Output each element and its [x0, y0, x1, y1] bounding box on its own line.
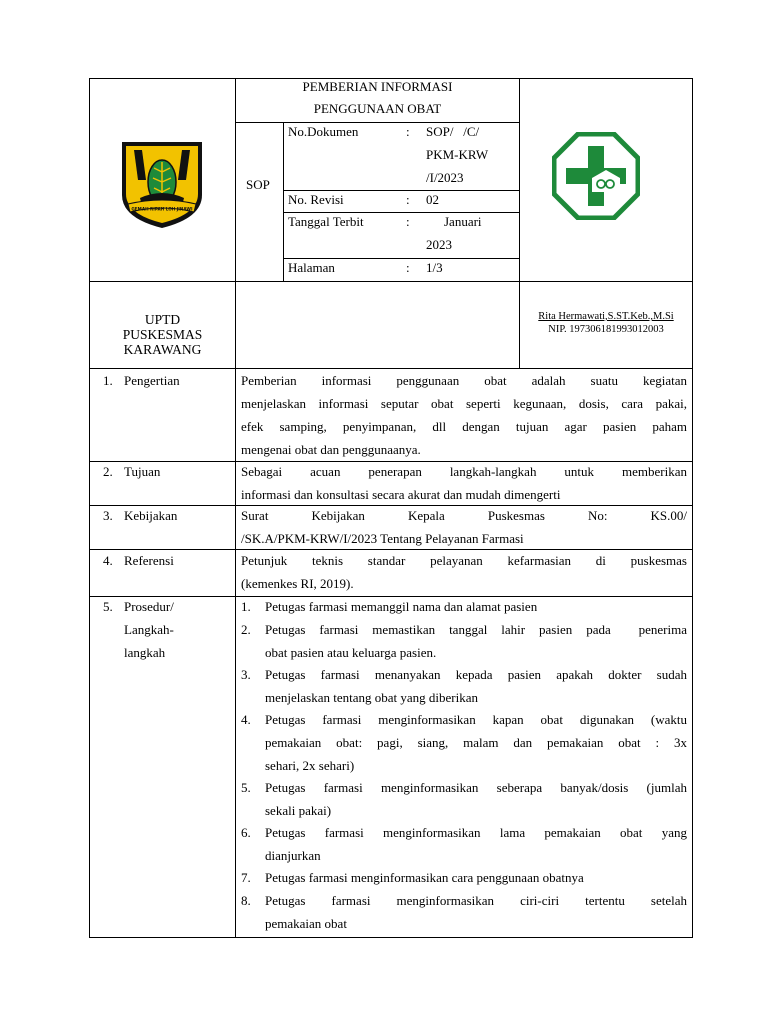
field-value-no-dokumen-3: /I/2023	[426, 170, 464, 185]
step-text: Petugas farmasi menginformasikan lama pemakaian obat yang	[265, 825, 687, 840]
text-line: menjelaskan informasi seputar obat seperti kegunaan, dosis, cara pakai,	[241, 396, 687, 411]
text-line: (kemenkes RI, 2019).	[241, 576, 354, 591]
section-num: 5.	[103, 599, 113, 614]
step-num: 2.	[241, 622, 251, 637]
field-label-halaman: Halaman	[288, 260, 335, 275]
field-value-tanggal-terbit-1: Januari	[444, 214, 482, 229]
text-line: mengenai obat dan penggunaanya.	[241, 442, 421, 457]
step-text: Petugas farmasi menginformasikan cara penggunaan obatnya	[265, 870, 584, 885]
field-value-no-revisi: 02	[426, 192, 439, 207]
section-num: 2.	[103, 464, 113, 479]
field-label-no-revisi: No. Revisi	[288, 192, 344, 207]
field-value-halaman: 1/3	[426, 260, 443, 275]
step-text: Petugas farmasi memanggil nama dan alamat pasien	[265, 599, 538, 614]
step-text: Petugas farmasi menginformasikan seberapa banyak/dosis (jumlah	[265, 780, 687, 795]
text-line: Surat Kebijakan Kepala Puskesmas No: KS.00/	[241, 508, 687, 523]
step-text: Petugas farmasi menginformasikan kapan obat digunakan (waktu	[265, 712, 687, 727]
field-sep: :	[406, 124, 410, 139]
org-name-line3: KARAWANG	[123, 342, 202, 357]
text-line: informasi dan konsultasi secara akurat dan mudah dimengerti	[241, 487, 561, 502]
step-text: menjelaskan tentang obat yang diberikan	[265, 690, 478, 705]
field-value-no-dokumen-1: SOP/ /C/	[426, 124, 480, 139]
puskesmas-logo	[552, 132, 640, 220]
step-text: Petugas farmasi menanyakan kepada pasien apakah dokter sudah	[265, 667, 687, 682]
procedure-label-line1: Prosedur/	[124, 599, 174, 614]
text-line: Pemberian informasi penggunaan obat adalah suatu kegiatan	[241, 373, 687, 388]
section-label-kebijakan: Kebijakan	[124, 508, 178, 523]
signer-name: Rita Hermawati,S.ST.Keb.,M.Si	[538, 311, 674, 322]
karawang-crest-logo	[120, 140, 204, 230]
section-num: 4.	[103, 553, 113, 568]
field-label-tanggal-terbit: Tanggal Terbit	[288, 214, 364, 229]
step-text: Petugas farmasi memastikan tanggal lahir pasien pada penerima	[265, 622, 687, 637]
section-label-pengertian: Pengertian	[124, 373, 180, 388]
step-text: obat pasien atau keluarga pasien.	[265, 645, 437, 660]
org-name	[90, 312, 235, 357]
text-line: efek samping, penyimpanan, dll dengan tujuan agar pasien paham	[241, 419, 687, 434]
procedure-label-line3: langkah	[124, 645, 166, 660]
field-sep: :	[406, 192, 410, 207]
step-num: 7.	[241, 870, 251, 885]
step-num: 6.	[241, 825, 251, 840]
field-value-tanggal-terbit-2: 2023	[426, 237, 452, 252]
section-label-referensi: Referensi	[124, 553, 174, 568]
section-text-kebijakan	[241, 504, 687, 550]
step-num: 3.	[241, 667, 251, 682]
doc-title-line1: PEMBERIAN INFORMASI	[302, 79, 453, 94]
doc-title-line2: PENGGUNAAN OBAT	[313, 101, 442, 116]
step-text: dianjurkan	[265, 848, 321, 863]
field-sep: :	[406, 260, 410, 275]
step-num: 4.	[241, 712, 251, 727]
step-num: 5.	[241, 780, 251, 795]
org-name-line1: UPTD	[144, 312, 181, 327]
step-text: sekali pakai)	[265, 803, 332, 818]
section-text-pengertian	[241, 369, 687, 461]
section-label-tujuan: Tujuan	[124, 464, 161, 479]
step-num: 1.	[241, 599, 251, 614]
signer-block	[520, 310, 692, 336]
field-label-no-dokumen: No.Dokumen	[288, 124, 359, 139]
field-sep: :	[406, 214, 410, 229]
signer-nip: NIP. 197306181993012003	[548, 324, 664, 335]
procedure-label-line2: Langkah-	[124, 622, 174, 637]
step-text: pemakaian obat	[265, 916, 347, 931]
crest-motto: GEMAH RIPAH LOH JINAWI	[131, 206, 193, 212]
text-line: Petunjuk teknis standar pelayanan kefarmasian di puskesmas	[241, 553, 687, 568]
field-value-no-dokumen-2: PKM-KRW	[426, 147, 489, 162]
section-text-tujuan	[241, 460, 687, 506]
sop-label: SOP	[246, 177, 270, 192]
step-num: 8.	[241, 893, 251, 908]
text-line: Sebagai acuan penerapan langkah-langkah untuk memberikan	[241, 464, 687, 479]
text-line: /SK.A/PKM-KRW/I/2023 Tentang Pelayanan Farmasi	[241, 531, 524, 546]
step-text: pemakaian obat: pagi, siang, malam dan pemakaian obat : 3x	[265, 735, 687, 750]
section-text-referensi	[241, 549, 687, 595]
section-num: 1.	[103, 373, 113, 388]
step-text: Petugas farmasi menginformasikan ciri-ciri tertentu setelah	[265, 893, 687, 908]
step-text: sehari, 2x sehari)	[265, 758, 355, 773]
org-name-line2: PUSKESMAS	[122, 327, 203, 342]
section-num: 3.	[103, 508, 113, 523]
